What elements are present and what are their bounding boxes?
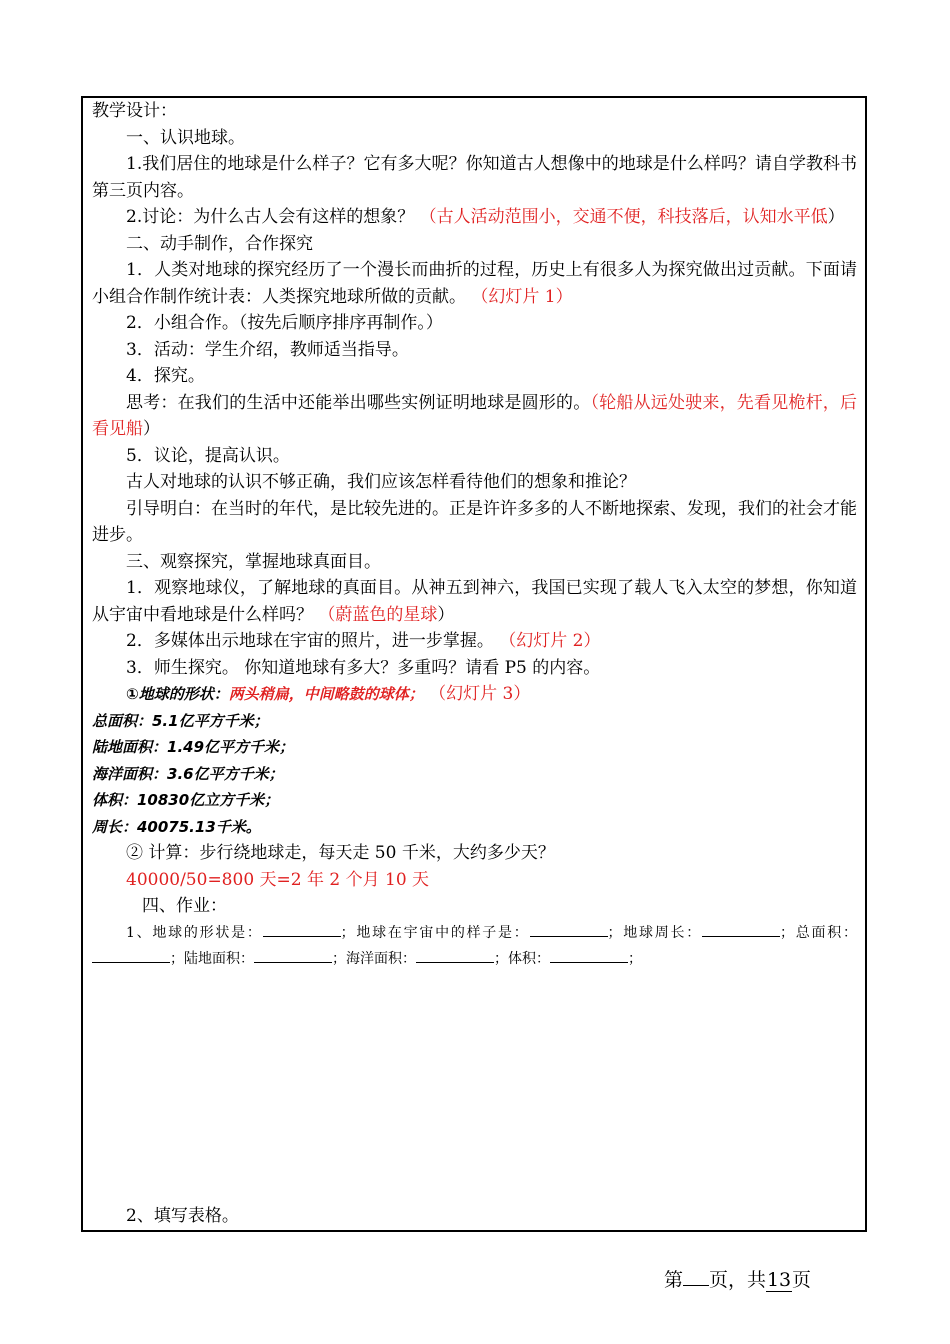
- calc-question: ② 计算：步行绕地球走，每天走 50 千米，大约多少天？: [126, 843, 555, 863]
- hw-ocean-area-blank[interactable]: [416, 948, 494, 963]
- hw-shape-blank[interactable]: [263, 922, 341, 937]
- think-answer: （轮船从远处驶来，先看见桅杆，后看见船: [92, 392, 858, 439]
- perimeter-line: [92, 814, 857, 841]
- lesson-content: [92, 98, 857, 972]
- question-2-answer: （古人活动范围小，交通不便，科技落后，认知水平低: [419, 207, 828, 227]
- slide-1-ref: （幻灯片 1）: [471, 286, 573, 307]
- think-close: ）: [143, 419, 160, 439]
- earth-shape-line: [92, 681, 857, 708]
- section-3-item-1: [92, 575, 857, 628]
- footer-prefix: 第: [664, 1269, 684, 1291]
- section-3-title: 三、观察探究，掌握地球真面目。: [126, 551, 381, 572]
- section-1-question-1: 1.我们居住的地球是什么样子？它有多大呢？你知道古人想像中的地球是什么样吗？请自学教科书第三页内容。: [92, 154, 857, 201]
- slide-2-ref: （幻灯片 2）: [499, 631, 601, 651]
- item-3-1-text: 1．观察地球仪，了解地球的真面目。从神五到神六，我国已实现了载人飞入太空的梦想，你知道从宇宙中看地球是什么样吗？: [92, 578, 857, 625]
- section-2-item-1: [92, 257, 857, 310]
- hw-volume-blank[interactable]: [550, 948, 628, 963]
- item-3-1-close: ）: [437, 604, 455, 625]
- hw-appearance-blank[interactable]: [530, 922, 608, 937]
- hw-perimeter-label: ；地球周长：: [607, 924, 703, 941]
- calc-answer: 40000/50=800 天=2 年 2 个月 10 天: [126, 869, 430, 890]
- homework-2: 2、填写表格。: [126, 1206, 239, 1226]
- section-4-title: 四、作业：: [142, 896, 227, 916]
- ocean-area: 海洋面积：3.6亿平方千米；: [92, 764, 284, 783]
- think-text: 思考：在我们的生活中还能举出哪些实例证明地球是圆形的。: [126, 392, 591, 413]
- hw-shape-label: 1、地球的形状是：: [126, 924, 263, 941]
- section-2-item-4: 4．探究。: [126, 366, 205, 386]
- question-2-close: ）: [827, 207, 845, 227]
- design-heading: 教学设计：: [92, 101, 177, 121]
- hw-volume-label: ；体积：: [494, 950, 550, 967]
- section-2-item-5: 5．议论，提高认识。: [126, 445, 290, 466]
- shape-value: 两头稍扁，中间略鼓的球体；: [228, 685, 424, 703]
- volume-line: [92, 787, 857, 814]
- ocean-area-line: [92, 761, 857, 788]
- section-2-item-2: 2．小组合作。（按先后顺序排序再制作。）: [126, 313, 443, 333]
- homework-1: [92, 920, 857, 972]
- hw-perimeter-blank[interactable]: [702, 922, 780, 937]
- section-2-title: 二、动手制作，合作探究: [126, 233, 313, 254]
- hw-ocean-area-label: ；海洋面积：: [332, 950, 416, 967]
- hw-land-area-blank[interactable]: [254, 948, 332, 963]
- perimeter: 周长：40075.13千米。: [92, 817, 261, 836]
- footer-middle: 页，共: [709, 1269, 767, 1291]
- slide-3-ref: （幻灯片 3）: [429, 684, 531, 704]
- current-page-number: [683, 1285, 709, 1286]
- land-area-line: [92, 734, 857, 761]
- total-pages-number: 13: [766, 1269, 792, 1291]
- total-area: 总面积：5.1亿平方千米；: [92, 711, 269, 730]
- hw-total-area-blank[interactable]: [92, 948, 170, 963]
- total-area-line: [92, 708, 857, 735]
- page-footer: [664, 1265, 811, 1292]
- hw-total-area-label: ；总面积：: [780, 924, 857, 941]
- hw-land-area-label: ；陆地面积：: [170, 950, 254, 967]
- volume: 体积：10830亿立方千米；: [92, 791, 280, 809]
- lesson-design-box: [81, 96, 867, 1232]
- hw-end: ；: [628, 950, 642, 967]
- item-1-text: 1．人类对地球的探究经历了一个漫长而曲折的过程，历史上有很多人为探究做出过贡献。下面请小组合作制作统计表：人类探究地球所做的贡献。: [92, 260, 857, 307]
- land-area: 陆地面积：1.49亿平方千米；: [92, 738, 295, 756]
- section-2-question: 古人对地球的认识不够正确，我们应该怎样看待他们的想象和推论？: [126, 472, 636, 492]
- item-3-1-answer: （蔚蓝色的星球: [318, 604, 438, 625]
- section-2-guide: 引导明白：在当时的年代，是比较先进的。正是许许多多的人不断地探索、发现，我们的社会才能进步。: [92, 498, 857, 545]
- shape-label: ①地球的形状：: [126, 685, 229, 703]
- section-2-think: [92, 390, 857, 443]
- question-2-text: 2.讨论：为什么古人会有这样的想象？: [126, 207, 415, 227]
- section-3-item-3: 3．师生探究。 你知道地球有多大？多重吗？请看 P5 的内容。: [126, 657, 601, 678]
- section-2-item-3: 3．活动：学生介绍，教师适当指导。: [126, 339, 409, 360]
- section-3-item-2: [92, 628, 857, 655]
- section-1-title: 一、认识地球。: [126, 127, 245, 148]
- hw-appearance-label: ；地球在宇宙中的样子是：: [340, 924, 530, 941]
- item-3-2-text: 2．多媒体出示地球在宇宙的照片，进一步掌握。: [126, 631, 494, 651]
- section-1-question-2: [92, 204, 857, 231]
- footer-suffix: 页: [792, 1269, 812, 1291]
